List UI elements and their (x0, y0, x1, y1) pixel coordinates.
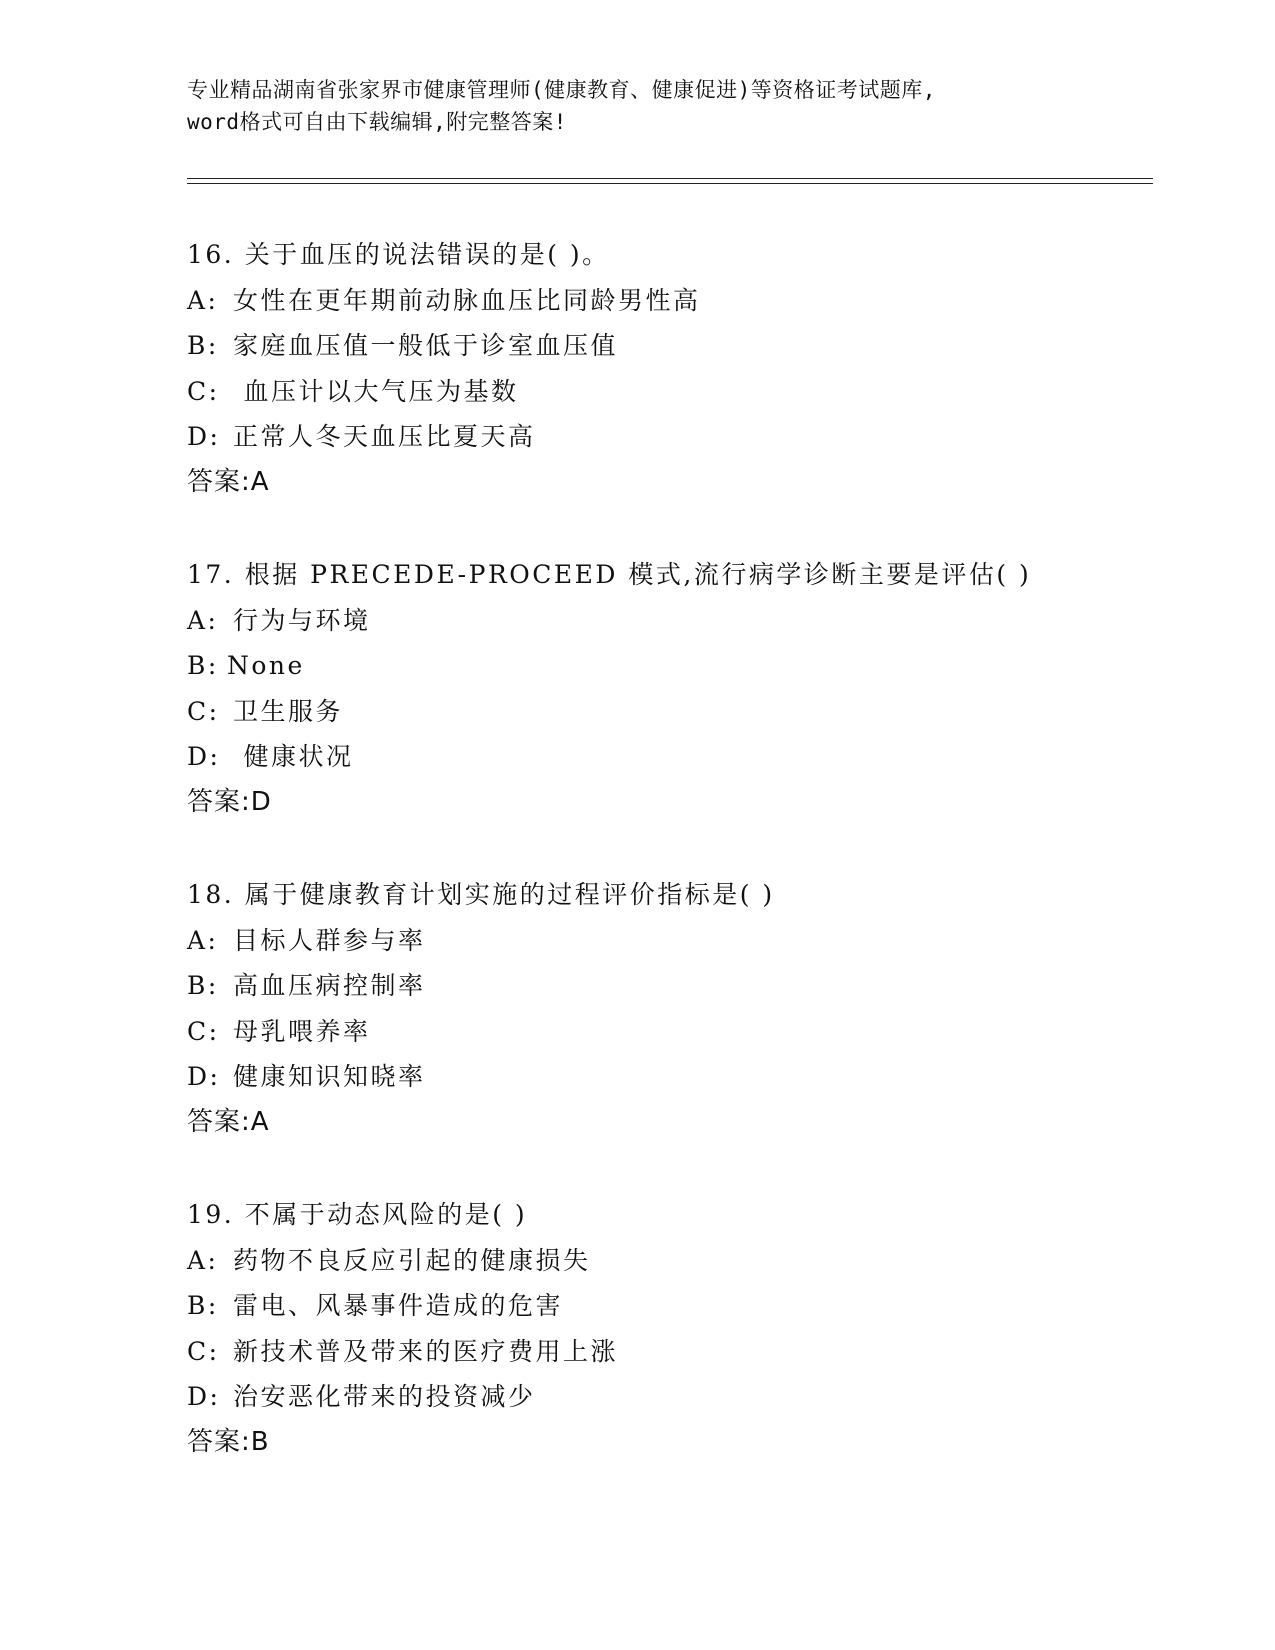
option-c (187, 1329, 1147, 1375)
option-text: 女性在更年期前动脉血压比同龄男性高 (233, 285, 701, 315)
question-16 (187, 232, 1147, 505)
option-letter: D: (187, 1382, 221, 1411)
option-d (187, 1054, 1147, 1100)
option-c (187, 689, 1147, 735)
option-d (187, 414, 1147, 460)
option-b (187, 1283, 1147, 1329)
option-letter: C: (187, 376, 220, 406)
option-d (187, 1374, 1147, 1420)
option-a (187, 1238, 1147, 1284)
option-d (187, 734, 1147, 780)
question-stem: 18. 属于健康教育计划实施的过程评价指标是( ) (187, 880, 775, 909)
question-18 (187, 872, 1147, 1145)
option-letter: A: (187, 925, 219, 955)
option-text: 卫生服务 (233, 696, 344, 726)
option-text: 新技术普及带来的医疗费用上涨 (233, 1336, 619, 1366)
option-text: 雷电、风暴事件造成的危害 (233, 1291, 564, 1320)
document-header (187, 74, 1087, 138)
option-a (187, 278, 1147, 324)
option-a (187, 918, 1147, 964)
option-b (187, 963, 1147, 1009)
answer-label: 答案:D (187, 786, 272, 817)
question-stem: 16. 关于血压的说法错误的是( )。 (187, 240, 610, 269)
header-divider-top (187, 178, 1153, 179)
option-text: 健康状况 (233, 742, 354, 771)
option-text: 目标人群参与率 (233, 925, 426, 955)
option-letter: D: (187, 742, 221, 771)
option-text: None (227, 651, 305, 680)
question-19 (187, 1192, 1147, 1465)
option-letter: B: (187, 331, 219, 360)
header-divider-bottom (187, 183, 1153, 184)
option-letter: C: (187, 696, 220, 726)
answer-label: 答案:B (187, 1426, 270, 1457)
option-text: 治安恶化带来的投资减少 (233, 1382, 536, 1411)
option-letter: D: (187, 422, 221, 451)
question-17 (187, 552, 1147, 825)
option-letter: C: (187, 1016, 220, 1046)
option-c (187, 369, 1147, 415)
option-b (187, 643, 1147, 689)
option-c (187, 1009, 1147, 1055)
option-text: 药物不良反应引起的健康损失 (233, 1245, 591, 1275)
option-letter: B: (187, 651, 219, 680)
option-a (187, 598, 1147, 644)
option-text: 家庭血压值一般低于诊室血压值 (233, 331, 619, 360)
option-text: 血压计以大气压为基数 (233, 376, 519, 406)
option-letter: A: (187, 605, 219, 635)
option-b (187, 323, 1147, 369)
option-text: 母乳喂养率 (233, 1016, 371, 1046)
question-list (187, 232, 1147, 1512)
option-text: 健康知识知晓率 (233, 1062, 426, 1091)
header-line-1: 专业精品湖南省张家界市健康管理师(健康教育、健康促进)等资格证考试题库, (187, 78, 936, 102)
option-letter: D: (187, 1062, 221, 1091)
header-line-2: word格式可自由下载编辑,附完整答案! (187, 110, 567, 134)
option-letter: B: (187, 971, 219, 1000)
option-text: 行为与环境 (233, 605, 371, 635)
answer-label: 答案:A (187, 1106, 270, 1137)
option-text: 高血压病控制率 (233, 971, 426, 1000)
question-stem: 17. 根据 PRECEDE-PROCEED 模式,流行病学诊断主要是评估( ) (187, 560, 1032, 589)
option-letter: C: (187, 1336, 220, 1366)
option-letter: B: (187, 1291, 219, 1320)
question-stem: 19. 不属于动态风险的是( ) (187, 1200, 528, 1229)
option-text: 正常人冬天血压比夏天高 (233, 422, 536, 451)
option-letter: A: (187, 285, 219, 315)
answer-label: 答案:A (187, 466, 270, 497)
option-letter: A: (187, 1245, 219, 1275)
